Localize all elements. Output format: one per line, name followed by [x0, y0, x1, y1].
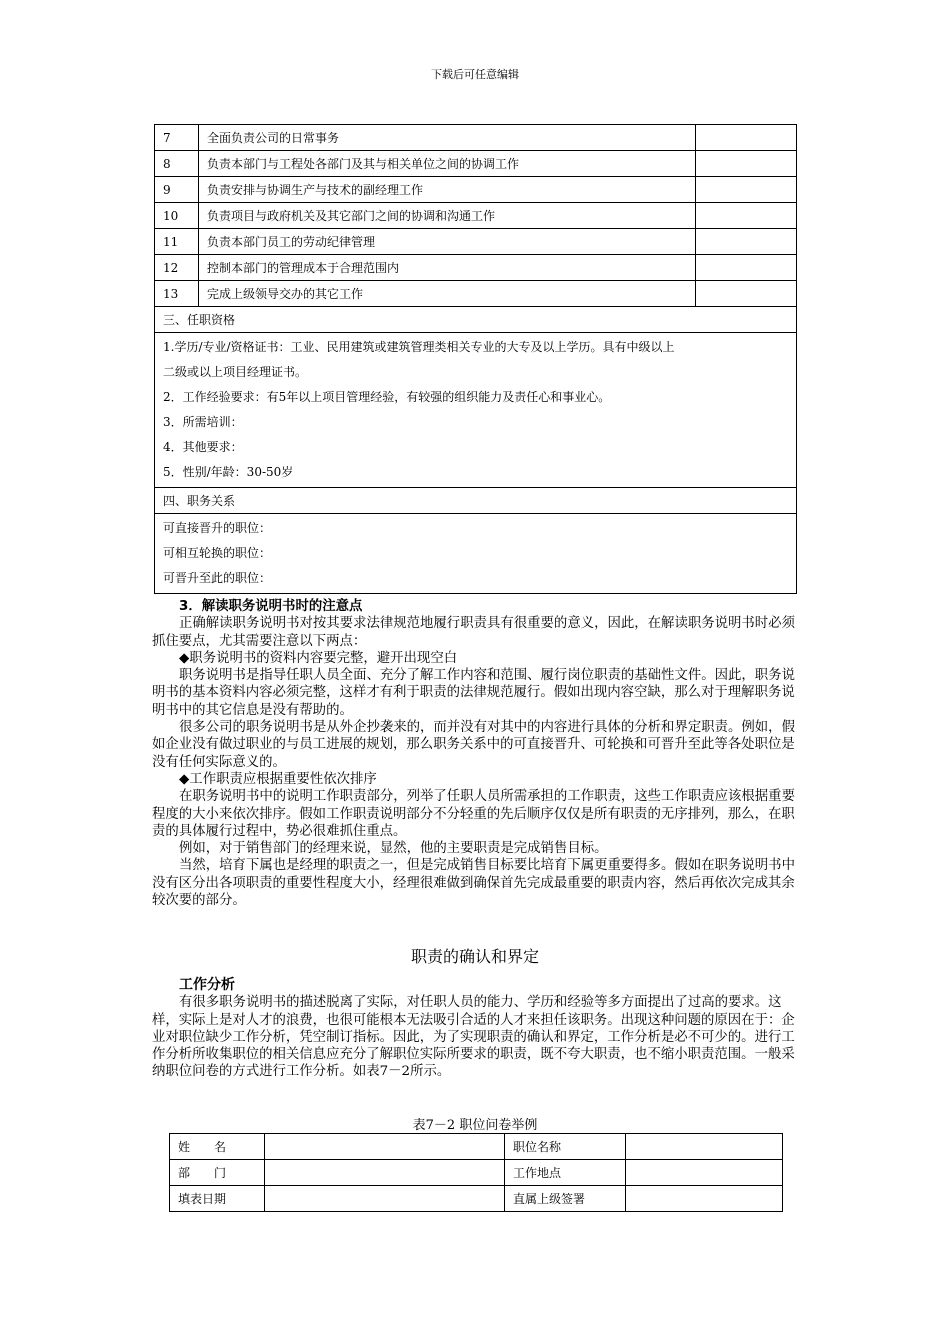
job-questionnaire-table [169, 1133, 783, 1212]
table-row [155, 281, 797, 307]
paragraph: 在职务说明书中的说明工作职责部分，列举了任职人员所需承担的工作职责，这些工作职责应该根据重要程度的大小来依次排序。假如工作职责说明部分不分轻重的先后顺序仅仅是所有职责的无序排列，那么，在职责的具体履行过程中，势必很难抓住重点。 [152, 789, 795, 839]
paragraph: 职务说明书是指导任职人员全面、充分了解工作内容和范围、履行岗位职责的基础性文件。因此，职务说明书的基本资料内容必须完整，这样才有利于职责的法律规范履行。假如出现内容空缺，那么对于理解职务说明书中的其它信息是没有帮助的。 [152, 668, 795, 718]
blank-cell [696, 177, 797, 203]
field-label: 填表日期 [170, 1186, 265, 1212]
blank-cell [696, 203, 797, 229]
row-number: 11 [155, 229, 199, 255]
qualification-line: 2．工作经验要求：有5年以上项目管理经验，有较强的组织能力及责任心和事业心。 [163, 390, 611, 404]
row-number: 13 [155, 281, 199, 307]
section-3-body [152, 598, 807, 909]
duty-text: 完成上级领导交办的其它工作 [199, 281, 696, 307]
bullet-point: ◆工作职责应根据重要性依次排序 [179, 771, 377, 787]
table-row [155, 125, 797, 151]
paragraph: 正确解读职务说明书对按其要求法律规范地履行职责具有很重要的意义，因此，在解读职务说明书时必须抓住要点，尤其需要注意以下两点： [152, 616, 795, 649]
bullet-point: ◆职务说明书的资料内容要完整，避开出现空白 [179, 650, 458, 666]
table-caption: 表7－2 职位问卷举例 [412, 1118, 538, 1133]
qualification-line: 5．性别/年龄：30-50岁 [163, 465, 294, 479]
work-analysis-heading: 工作分析 [179, 977, 235, 993]
row-number: 10 [155, 203, 199, 229]
field-value [626, 1134, 783, 1160]
qualification-heading: 三、任职资格 [155, 307, 797, 333]
paragraph: 很多公司的职务说明书是从外企抄袭来的，而并没有对其中的内容进行具体的分析和界定职责。例如，假如企业没有做过职业的与员工进展的规划，那么职务关系中的可直接晋升、可轮换和可晋升至此等各处职位是没有任何实际意义的。 [152, 720, 795, 770]
relation-line: 可晋升至此的职位： [163, 571, 272, 585]
qualification-line: 1.学历/专业/资格证书：工业、民用建筑或建筑管理类相关专业的大专及以上学历。具有中级以上 [163, 340, 675, 354]
field-value [265, 1186, 505, 1212]
field-label: 部 门 [170, 1160, 265, 1186]
qualification-row [155, 333, 797, 488]
field-value [626, 1186, 783, 1212]
row-number: 8 [155, 151, 199, 177]
section-header-row [155, 307, 797, 333]
qualification-line: 二级或以上项目经理证书。 [163, 365, 308, 379]
duty-text: 负责项目与政府机关及其它部门之间的协调和沟通工作 [199, 203, 696, 229]
field-value [265, 1134, 505, 1160]
qualification-cell [155, 333, 797, 488]
qualification-line: 3．所需培训： [163, 415, 243, 429]
table-row [170, 1186, 783, 1212]
relations-cell [155, 514, 797, 594]
section-header-row [155, 488, 797, 514]
table-row [155, 177, 797, 203]
table-row [170, 1134, 783, 1160]
qualification-line: 4．其他要求： [163, 440, 243, 454]
paragraph: 例如，对于销售部门的经理来说，显然，他的主要职责是完成销售目标。 [179, 841, 608, 857]
page-header: 下载后可任意编辑 [431, 68, 519, 81]
paragraph: 当然，培育下属也是经理的职责之一，但是完成销售目标要比培育下属更重要得多。假如在职务说明书中没有区分出各项职责的重要性程度大小，经理很难做到确保首先完成最重要的职责内容，然后再依次完成其余较次要的部分。 [152, 858, 795, 909]
blank-cell [696, 151, 797, 177]
duty-text: 控制本部门的管理成本于合理范围内 [199, 255, 696, 281]
relations-heading: 四、职务关系 [155, 488, 797, 514]
row-number: 7 [155, 125, 199, 151]
table-row [170, 1160, 783, 1186]
field-value [626, 1160, 783, 1186]
table-row [155, 203, 797, 229]
work-analysis-body [152, 977, 807, 1081]
relations-row [155, 514, 797, 594]
blank-cell [696, 229, 797, 255]
section-3-heading: 3．解读职务说明书时的注意点 [179, 599, 363, 614]
row-number: 9 [155, 177, 199, 203]
blank-cell [696, 125, 797, 151]
table-row [155, 151, 797, 177]
duty-text: 负责本部门与工程处各部门及其与相关单位之间的协调工作 [199, 151, 696, 177]
section-title: 职责的确认和界定 [410, 947, 539, 966]
field-label: 工作地点 [505, 1160, 626, 1186]
field-value [265, 1160, 505, 1186]
row-number: 12 [155, 255, 199, 281]
blank-cell [696, 281, 797, 307]
field-label: 姓 名 [170, 1134, 265, 1160]
field-label: 直属上级签署 [505, 1186, 626, 1212]
blank-cell [696, 255, 797, 281]
job-description-table [154, 124, 797, 594]
relation-line: 可相互轮换的职位： [163, 546, 272, 560]
field-label: 职位名称 [505, 1134, 626, 1160]
table-row [155, 229, 797, 255]
table-row [155, 255, 797, 281]
paragraph: 有很多职务说明书的描述脱离了实际，对任职人员的能力、学历和经验等多方面提出了过高的要求。这样，实际上是对人才的浪费，也很可能根本无法吸引合适的人才来担任该职务。出现这种问题的原因在于：企业对职位缺少工作分析，凭空制订指标。因此，为了实现职责的确认和界定，工作分析是必不可少的。进行工作分析所收集职位的相关信息应充分了解职位实际所要求的职责，既不夸大职责，也不缩小职责范围。一般采纳职位问卷的方式进行工作分析。如表7－2所示。 [152, 995, 795, 1080]
duty-text: 负责本部门员工的劳动纪律管理 [199, 229, 696, 255]
duty-text: 全面负责公司的日常事务 [199, 125, 696, 151]
duty-text: 负责安排与协调生产与技术的副经理工作 [199, 177, 696, 203]
relation-line: 可直接晋升的职位： [163, 521, 272, 535]
